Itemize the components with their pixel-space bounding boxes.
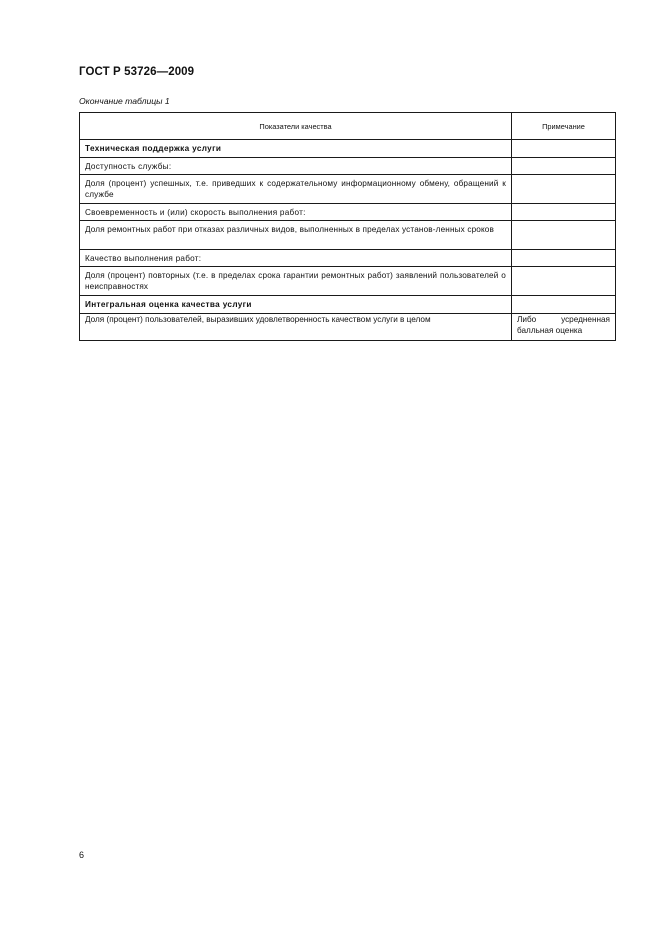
quality-indicators-table: [79, 112, 616, 341]
note-cell: Либо усредненная балльная оценка: [512, 314, 616, 341]
note-cell: [512, 140, 616, 158]
section-title: Интегральная оценка качества услуги: [80, 296, 512, 314]
page-number: 6: [79, 850, 85, 860]
indicator-group-label: Доступность службы:: [80, 158, 512, 175]
column-header-indicators: Показатели качества: [80, 113, 512, 140]
table-row: [80, 140, 616, 158]
table-row: [80, 221, 616, 250]
table-row: [80, 204, 616, 221]
note-cell: [512, 204, 616, 221]
indicator-text: Доля (процент) пользователей, выразивших удовлетворенность качеством услуги в целом: [80, 314, 512, 341]
note-cell: [512, 267, 616, 296]
indicator-text: Доля (процент) повторных (т.е. в пределах срока гарантии ремонтных работ) заявлений пользователей о неисправностях: [80, 267, 512, 296]
table-caption: Окончание таблицы 1: [79, 96, 170, 106]
table-row: [80, 250, 616, 267]
note-cell: [512, 175, 616, 204]
indicator-text: Доля ремонтных работ при отказах различных видов, выполненных в пределах установ-ленных сроков: [80, 221, 512, 250]
indicator-group-label: Качество выполнения работ:: [80, 250, 512, 267]
column-header-note: Примечание: [512, 113, 616, 140]
table-row: [80, 296, 616, 314]
table-row: [80, 314, 616, 341]
note-cell: [512, 250, 616, 267]
note-cell: [512, 221, 616, 250]
note-cell: [512, 158, 616, 175]
section-title: Техническая поддержка услуги: [80, 140, 512, 158]
document-header: ГОСТ Р 53726—2009: [79, 66, 195, 78]
table-row: [80, 175, 616, 204]
table-row: [80, 267, 616, 296]
note-cell: [512, 296, 616, 314]
indicator-group-label: Своевременность и (или) скорость выполнения работ:: [80, 204, 512, 221]
indicator-text: Доля (процент) успешных, т.е. приведших к содержательному информационному обмену, обращений к службе: [80, 175, 512, 204]
table-row: [80, 158, 616, 175]
table-header-row: [80, 113, 616, 140]
